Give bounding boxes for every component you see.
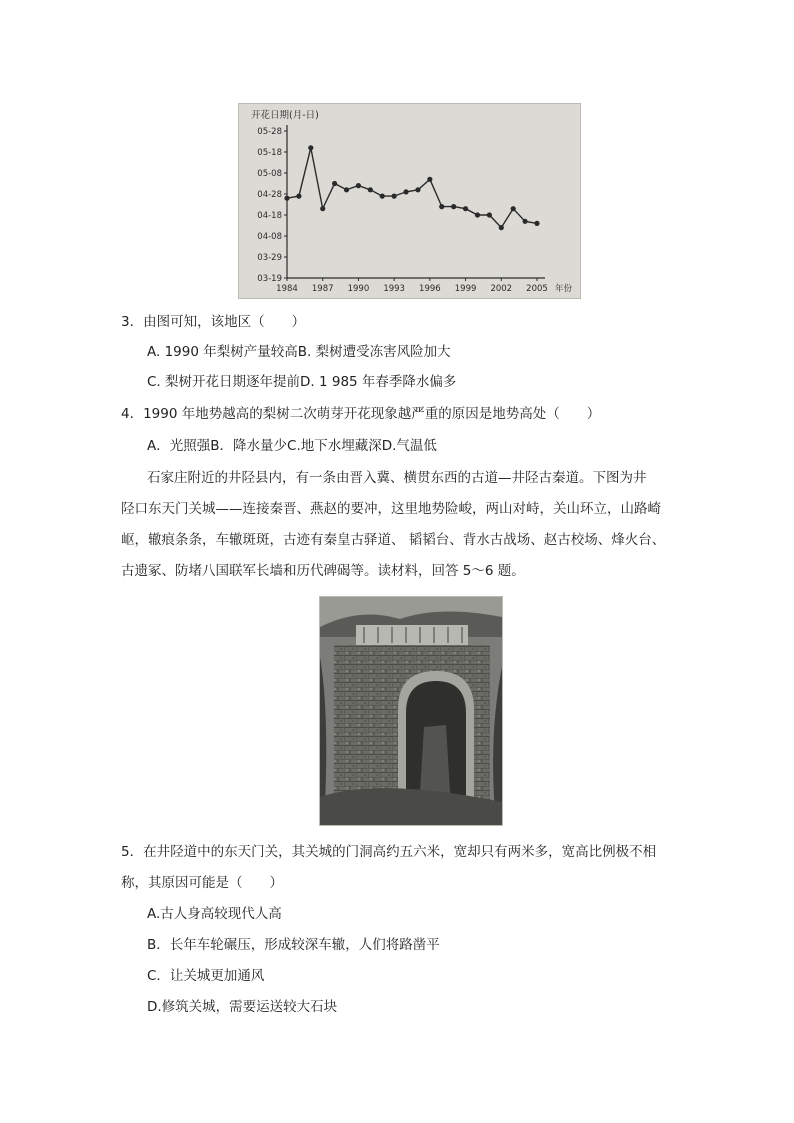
question-4-option-a: A．光照强 <box>147 438 211 454</box>
data-point <box>296 194 301 199</box>
y-tick-label: 05-08 <box>257 169 282 179</box>
question-4-option-b: B．降水量少 <box>210 438 288 454</box>
question-3-options-row-2 <box>147 372 456 392</box>
x-tick-label: 1984 <box>276 284 298 294</box>
data-point <box>534 221 539 226</box>
y-tick-label: 05-28 <box>257 127 282 137</box>
y-tick-label: 04-08 <box>257 232 282 242</box>
question-5-option-c: C．让关城更加通风 <box>147 968 265 984</box>
passage-line-4: 古遗冢、防堵八国联军长墙和历代碑碣等。读材料，回答 5～6 题。 <box>121 563 525 579</box>
question-5-stem-line-1: 5．在井陉道中的东天门关，其关城的门洞高约五六米，宽却只有两米多，宽高比例极不相 <box>121 844 657 860</box>
data-point <box>284 196 289 201</box>
y-tick-label: 03-19 <box>257 274 282 284</box>
data-point <box>415 187 420 192</box>
question-4-stem: 4．1990 年地势越高的梨树二次萌芽开花现象越严重的原因是地势高处（ ） <box>121 406 601 422</box>
question-3-option-a: A. 1990 年梨树产量较高 <box>147 344 298 360</box>
x-tick-label: 2002 <box>490 284 513 294</box>
question-5-option-a: A.古人身高较现代人高 <box>147 906 282 922</box>
question-4-options-row <box>147 436 437 456</box>
data-point <box>344 187 349 192</box>
data-point <box>308 145 313 150</box>
east-tianmen-gate-photo <box>319 596 503 826</box>
data-point <box>522 219 527 224</box>
data-point <box>427 177 432 182</box>
question-4-option-d: D.气温低 <box>381 438 437 454</box>
passage-line-1: 石家庄附近的井陉县内，有一条由晋入冀、横贯东西的古道—井陉古秦道。下图为井 <box>147 470 647 486</box>
data-point <box>463 206 468 211</box>
question-5-stem-line-2: 称，其原因可能是（ ） <box>121 875 283 891</box>
y-tick-label: 04-18 <box>257 211 282 221</box>
data-point <box>392 194 397 199</box>
chart-title: 开花日期(月-日) <box>251 110 319 121</box>
question-3-stem: 3．由图可知，该地区（ ） <box>121 314 306 330</box>
x-tick-label: 1999 <box>454 284 477 294</box>
data-point <box>475 212 480 217</box>
question-3-option-d: D. 1 985 年春季降水偏多 <box>300 374 457 390</box>
data-point <box>356 183 361 188</box>
x-axis-unit-label: 年份 <box>555 284 573 294</box>
x-tick-label: 1996 <box>419 284 441 294</box>
y-tick-label: 05-18 <box>257 148 282 158</box>
data-point <box>499 225 504 230</box>
gate-photo-image <box>320 597 502 825</box>
data-point <box>487 212 492 217</box>
x-tick-label: 2005 <box>526 284 548 294</box>
question-3-options-row-1 <box>147 342 451 362</box>
y-tick-label: 03-29 <box>257 253 282 263</box>
data-point <box>511 206 516 211</box>
data-point <box>380 194 385 199</box>
x-tick-label: 1993 <box>383 284 405 294</box>
data-point <box>332 181 337 186</box>
data-point <box>439 204 444 209</box>
passage-line-3: 岖，辙痕条条，车辙斑斑，古迹有秦皇古驿道、 韬韬台、背水古战场、赵古校场、烽火台、 <box>121 532 666 548</box>
data-point <box>320 206 325 211</box>
flowering-date-chart <box>238 103 581 299</box>
question-3-option-b: B. 梨树遭受冻害风险加大 <box>297 344 451 360</box>
data-point <box>403 189 408 194</box>
data-point <box>368 187 373 192</box>
question-5-option-b: B．长年车轮碾压，形成较深车辙，人们将路凿平 <box>147 937 440 953</box>
question-3-option-c: C. 梨树开花日期逐年提前 <box>147 374 301 390</box>
data-point <box>451 204 456 209</box>
y-tick-label: 04-28 <box>257 190 282 200</box>
x-tick-label: 1990 <box>347 284 370 294</box>
passage-line-2: 陉口东天门关城——连接秦晋、燕赵的要冲，这里地势险峻，两山对峙，关山环立，山路崎 <box>121 501 661 517</box>
x-tick-label: 1987 <box>311 284 334 294</box>
chart-svg <box>239 104 580 298</box>
series-line <box>287 148 537 228</box>
question-4-option-c: C.地下水埋藏深 <box>287 438 382 454</box>
question-5-option-d: D.修筑关城，需要运送较大石块 <box>147 999 338 1015</box>
